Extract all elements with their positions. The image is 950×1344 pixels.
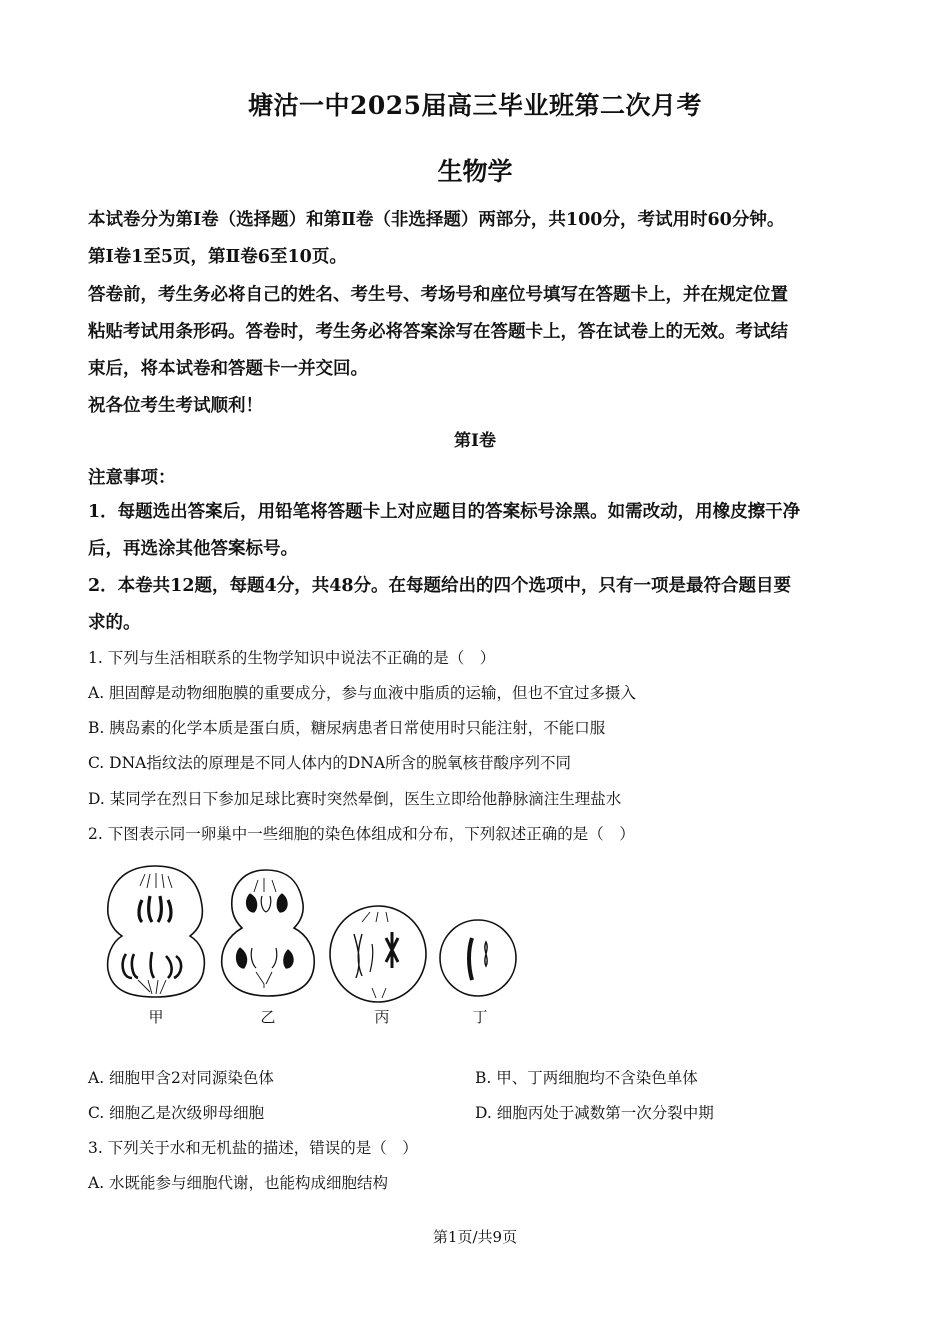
option: B. 甲、丁两细胞均不含染色单体 <box>475 1069 698 1087</box>
cell-ding-diagram <box>440 920 516 996</box>
option: B. 胰岛素的化学本质是蛋白质，糖尿病患者日常使用时只能注射，不能口服 <box>88 719 606 737</box>
option: A. 水既能参与细胞代谢，也能构成细胞结构 <box>88 1174 389 1192</box>
notice-line: 2．本卷共12题，每题4分，共48分。在每题给出的四个选项中，只有一项是最符合题目要 <box>88 576 792 596</box>
intro-line: 祝各位考生考试顺利！ <box>88 396 263 416</box>
option: A. 细胞甲含2对同源染色体 <box>88 1069 274 1087</box>
intro-line: 第I卷1至5页，第Ⅱ卷6至10页。 <box>88 247 347 267</box>
option: D. 细胞丙处于减数第一次分裂中期 <box>475 1104 714 1122</box>
cell-bing-diagram <box>330 906 426 1002</box>
intro-line: 粘贴考试用条形码。答卷时，考生务必将答案涂写在答题卡上，答在试卷上的无效。考试结 <box>88 322 788 342</box>
subject-title: 生物学 <box>437 157 513 186</box>
cell-jia-diagram <box>108 866 205 997</box>
figure-label: 丁 <box>472 1008 488 1026</box>
notice-line: 后，再选涂其他答案标号。 <box>88 539 298 559</box>
question-stem: 1. 下列与生活相联系的生物学知识中说法不正确的是（ ） <box>88 649 496 667</box>
intro-line: 答卷前，考生务必将自己的姓名、考生号、考场号和座位号填写在答题卡上，并在规定位置 <box>88 285 788 305</box>
cell-yi-diagram <box>222 870 315 996</box>
question-stem: 3. 下列关于水和无机盐的描述，错误的是（ ） <box>88 1139 418 1157</box>
notice-heading: 注意事项： <box>88 468 176 488</box>
intro-line: 束后，将本试卷和答题卡一并交回。 <box>88 359 368 379</box>
figure-label: 甲 <box>148 1008 164 1026</box>
figure-label: 乙 <box>260 1008 276 1026</box>
page-footer: 第1页/共9页 <box>432 1228 518 1246</box>
option: C. DNA指纹法的原理是不同人体内的DNA所含的脱氧核苷酸序列不同 <box>88 754 572 772</box>
option: A. 胆固醇是动物细胞膜的重要成分，参与血液中脂质的运输，但也不宜过多摄入 <box>88 684 637 702</box>
cell-division-figure <box>100 862 520 1032</box>
notice-line: 求的。 <box>88 613 141 633</box>
question-stem: 2. 下图表示同一卵巢中一些细胞的染色体组成和分布，下列叙述正确的是（ ） <box>88 825 635 843</box>
option: C. 细胞乙是次级卵母细胞 <box>88 1104 265 1122</box>
notice-line: 1．每题选出答案后，用铅笔将答题卡上对应题目的答案标号涂黑。如需改动，用橡皮擦干净 <box>88 502 801 522</box>
exam-title: 塘沽一中2025届高三毕业班第二次月考 <box>247 91 703 120</box>
intro-line: 本试卷分为第Ⅰ卷（选择题）和第Ⅱ卷（非选择题）两部分，共100分，考试用时60分钟。 <box>88 210 785 230</box>
figure-label: 丙 <box>374 1008 390 1026</box>
option: D. 某同学在烈日下参加足球比赛时突然晕倒，医生立即给他静脉滴注生理盐水 <box>88 790 622 808</box>
section-heading: 第Ⅰ卷 <box>454 431 496 451</box>
